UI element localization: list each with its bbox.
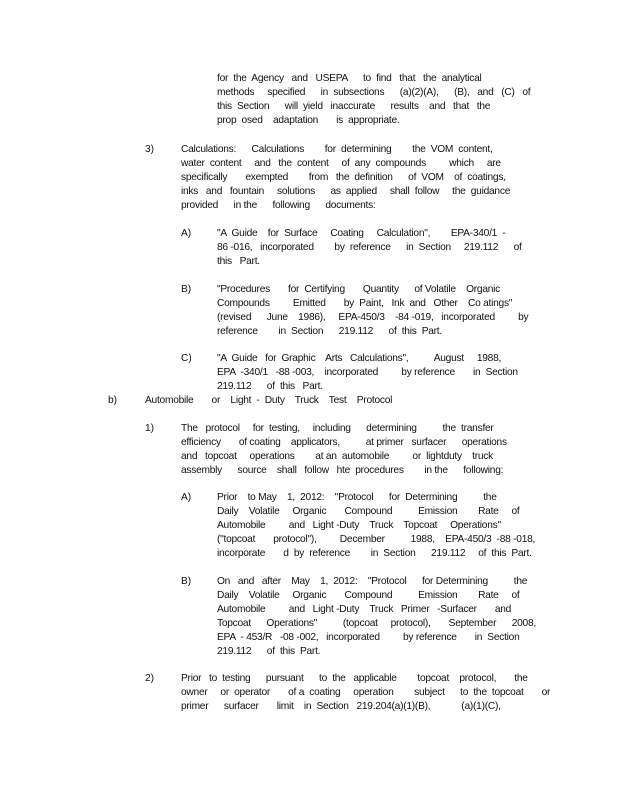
subitem-line: 86 -016, incorporated by reference in Section 219.112 of: [217, 242, 522, 253]
subitem-line: Prior to May 1, 2012: "Protocol for Determining the: [217, 492, 497, 503]
paragraph-line: Prior to testing pursuant to the applicable topcoat protocol, the: [181, 673, 528, 684]
paragraph-line: owner or operator of a coating operation subject to the topcoat or: [181, 687, 551, 698]
subitem-line: "A Guide for Surface Coating Calculation", EPA-340/1 -: [217, 228, 506, 239]
subitem-line: "A Guide for Graphic Arts Calculations", August 1988,: [217, 353, 502, 364]
paragraph-line: primer surfacer limit in Section 219.204(a)(1)(B), (a)(1)(C),: [181, 701, 501, 712]
subitem-line: 219.112 of this Part.: [217, 381, 323, 392]
subitem-line: this Part.: [217, 256, 260, 267]
subitem-label: B): [181, 284, 192, 295]
subitem-line: Daily Volatile Organic Compound Emission Rate of: [217, 506, 520, 517]
item-label: 1): [145, 423, 155, 434]
item-label: 3): [145, 144, 155, 155]
paragraph-line: water content and the content of any compounds which are: [181, 158, 501, 169]
paragraph-line: Calculations: Calculations for determining the VOM content,: [181, 144, 493, 155]
subitem-line: (revised June 1986), EPA-450/3 -84 -019, incorporated by: [217, 312, 529, 323]
paragraph-line: specifically exempted from the definition of VOM of coatings,: [181, 172, 506, 183]
subitem-line: reference in Section 219.112 of this Part.: [217, 326, 442, 337]
subitem-label: A): [181, 228, 192, 239]
item-label: 2): [145, 673, 155, 684]
subitem-label: B): [181, 576, 192, 587]
paragraph-line: The protocol for testing, including determining the transfer: [181, 423, 494, 434]
section-heading: Automobile or Light - Duty Truck Test Protocol: [145, 395, 393, 406]
intro-line: methods specified in subsections (a)(2)(A), (B), and (C) of: [217, 87, 531, 98]
paragraph-line: and topcoat operations at an automobile or lightduty truck: [181, 451, 493, 462]
subitem-line: EPA -340/1 -88 -003, incorporated by reference in Section: [217, 367, 518, 378]
subitem-line: On and after May 1, 2012: "Protocol for Determining the: [217, 576, 528, 587]
subitem-line: Automobile and Light -Duty Truck Primer -Surfacer and: [217, 604, 512, 615]
subitem-line: Topcoat Operations" (topcoat protocol), September 2008,: [217, 618, 536, 629]
paragraph-line: efficiency of coating applicators, at primer surfacer operations: [181, 437, 507, 448]
subitem-line: "Procedures for Certifying Quantity of Volatile Organic: [217, 284, 501, 295]
intro-line: this Section will yield inaccurate results and that the: [217, 101, 491, 112]
subitem-line: Automobile and Light -Duty Truck Topcoat Operations": [217, 520, 501, 531]
intro-line: prop osed adaptation is appropriate.: [217, 115, 400, 126]
subitem-line: EPA - 453/R -08 -002, incorporated by reference in Section: [217, 632, 520, 643]
paragraph-line: provided in the following documents:: [181, 200, 376, 211]
subitem-line: 219.112 of this Part.: [217, 646, 321, 657]
paragraph-line: inks and fountain solutions as applied shall follow the guidance: [181, 186, 511, 197]
subitem-line: ("topcoat protocol"), December 1988, EPA-450/3 -88 -018,: [217, 534, 536, 545]
subitem-line: incorporate d by reference in Section 219.112 of this Part.: [217, 548, 532, 559]
subitem-line: Daily Volatile Organic Compound Emission Rate of: [217, 590, 520, 601]
paragraph-line: assembly source shall follow hte procedures in the following:: [181, 465, 504, 476]
intro-line: for the Agency and USEPA to find that the analytical: [217, 73, 482, 84]
subitem-label: C): [181, 353, 192, 364]
section-label: b): [108, 395, 118, 406]
subitem-label: A): [181, 492, 192, 503]
subitem-line: Compounds Emitted by Paint, Ink and Other Co atings": [217, 298, 513, 309]
